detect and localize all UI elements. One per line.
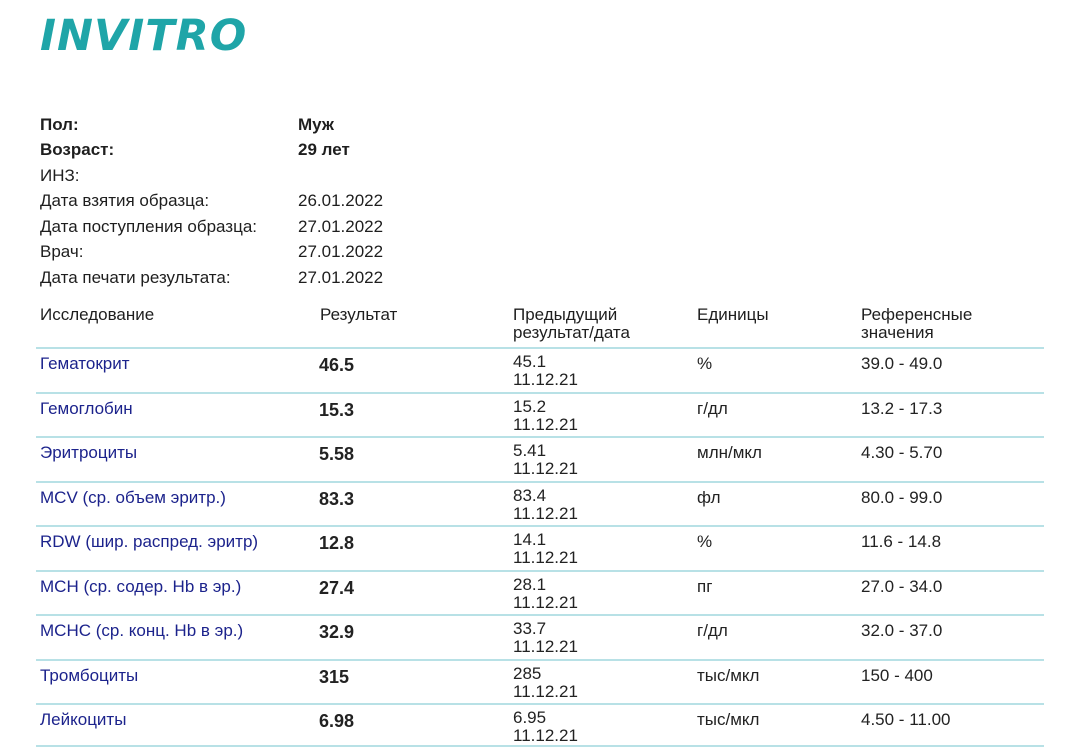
patient-info-label: Пол: — [40, 114, 79, 134]
patient-info-label: Дата печати результата: — [40, 267, 231, 287]
test-name: Лейкоциты — [40, 710, 127, 729]
table-row — [36, 614, 1044, 659]
patient-info-value: 29 лет — [298, 140, 350, 160]
invitro-logo: INVITRO — [40, 11, 248, 61]
reference-range: 13.2 - 17.3 — [861, 398, 943, 418]
header-result: Результат — [320, 305, 398, 324]
previous-result — [513, 398, 578, 434]
patient-info-label: ИНЗ: — [40, 165, 80, 185]
test-result: 27.4 — [319, 577, 355, 598]
previous-result — [513, 487, 578, 523]
patient-info-value: 27.01.2022 — [298, 216, 384, 236]
previous-result — [513, 665, 578, 701]
previous-date: 11.12.21 — [513, 503, 578, 523]
header-previous — [513, 306, 630, 342]
test-unit: % — [697, 532, 713, 551]
test-name: Тромбоциты — [40, 665, 139, 685]
header-previous-line1: Предыдущий — [513, 305, 618, 324]
patient-info-row — [40, 214, 383, 240]
test-name: MCV (ср. объем эритр.) — [40, 487, 226, 507]
header-study: Исследование — [40, 305, 155, 324]
previous-date: 11.12.21 — [513, 637, 578, 656]
patient-info-label: Возраст: — [40, 140, 115, 160]
table-row — [36, 392, 1044, 437]
patient-info-label: Врач: — [40, 242, 84, 262]
test-name: Гематокрит — [40, 354, 130, 373]
test-name: RDW (шир. распред. эритр) — [40, 532, 259, 551]
header-reference — [861, 306, 972, 342]
test-unit: фл — [697, 487, 721, 507]
patient-info-row — [40, 112, 383, 138]
reference-range: 11.6 - 14.8 — [861, 532, 942, 551]
previous-value: 33.7 — [513, 619, 547, 638]
patient-info-row — [40, 189, 383, 215]
test-result: 6.98 — [319, 711, 355, 731]
test-unit: % — [697, 354, 713, 373]
patient-info-label: Дата поступления образца: — [40, 216, 258, 236]
previous-value: 45.1 — [513, 352, 547, 371]
table-bottom-divider — [36, 745, 1044, 747]
previous-value: 83.4 — [513, 485, 547, 505]
previous-value: 6.95 — [513, 708, 547, 727]
test-result: 46.5 — [319, 355, 355, 375]
test-result: 15.3 — [319, 399, 355, 420]
previous-date: 11.12.21 — [513, 726, 578, 745]
patient-info-value: 27.01.2022 — [298, 242, 384, 262]
table-row — [36, 436, 1044, 481]
test-unit: пг — [697, 576, 713, 596]
previous-value: 14.1 — [513, 530, 547, 549]
patient-info-value: 27.01.2022 — [298, 267, 384, 287]
previous-date: 11.12.21 — [513, 592, 578, 612]
reference-range: 4.50 - 11.00 — [861, 710, 951, 729]
test-result: 32.9 — [319, 622, 355, 642]
header-reference-line1: Референсные — [861, 305, 973, 324]
results-table — [36, 347, 1044, 748]
previous-result — [513, 442, 578, 478]
test-result: 12.8 — [319, 533, 355, 553]
previous-result — [513, 353, 578, 389]
table-row — [36, 703, 1044, 748]
patient-info-label: Дата взятия образца: — [40, 191, 210, 211]
test-unit: г/дл — [697, 621, 728, 640]
previous-date: 11.12.21 — [513, 414, 578, 434]
test-name: Эритроциты — [40, 443, 138, 462]
previous-date: 11.12.21 — [513, 370, 578, 389]
test-unit: тыс/мкл — [697, 710, 760, 729]
previous-date: 11.12.21 — [513, 681, 578, 701]
header-previous-line2: результат/дата — [513, 323, 630, 342]
reference-range: 27.0 - 34.0 — [861, 576, 943, 596]
test-unit: г/дл — [697, 398, 728, 418]
header-units: Единицы — [697, 305, 769, 324]
patient-info — [40, 112, 383, 291]
previous-date: 11.12.21 — [513, 548, 578, 567]
reference-range: 150 - 400 — [861, 665, 933, 685]
table-row — [36, 481, 1044, 526]
reference-range: 39.0 - 49.0 — [861, 354, 943, 373]
test-name: Гемоглобин — [40, 398, 133, 418]
previous-date: 11.12.21 — [513, 459, 578, 478]
previous-value: 5.41 — [513, 441, 547, 460]
table-row — [36, 659, 1044, 704]
patient-info-row — [40, 138, 383, 164]
reference-range: 80.0 - 99.0 — [861, 487, 943, 507]
header-reference-line2: значения — [861, 323, 934, 342]
test-result: 315 — [319, 666, 350, 687]
test-result: 5.58 — [319, 444, 355, 464]
previous-result — [513, 620, 578, 656]
patient-info-value: 26.01.2022 — [298, 191, 384, 211]
table-row — [36, 525, 1044, 570]
patient-info-row — [40, 265, 383, 291]
patient-info-row — [40, 163, 383, 189]
patient-info-row — [40, 240, 383, 266]
previous-result — [513, 709, 578, 745]
previous-result — [513, 531, 578, 567]
previous-result — [513, 576, 578, 612]
test-name: MCHC (ср. конц. Hb в эр.) — [40, 621, 244, 640]
previous-value: 285 — [513, 663, 542, 683]
reference-range: 32.0 - 37.0 — [861, 621, 943, 640]
patient-info-value: Муж — [298, 114, 334, 134]
test-unit: тыс/мкл — [697, 665, 760, 685]
previous-value: 15.2 — [513, 396, 547, 416]
table-row — [36, 347, 1044, 392]
test-result: 83.3 — [319, 488, 355, 509]
table-row — [36, 570, 1044, 615]
reference-range: 4.30 - 5.70 — [861, 443, 943, 462]
previous-value: 28.1 — [513, 574, 547, 594]
test-name: MCH (ср. содер. Hb в эр.) — [40, 576, 242, 596]
test-unit: млн/мкл — [697, 443, 762, 462]
